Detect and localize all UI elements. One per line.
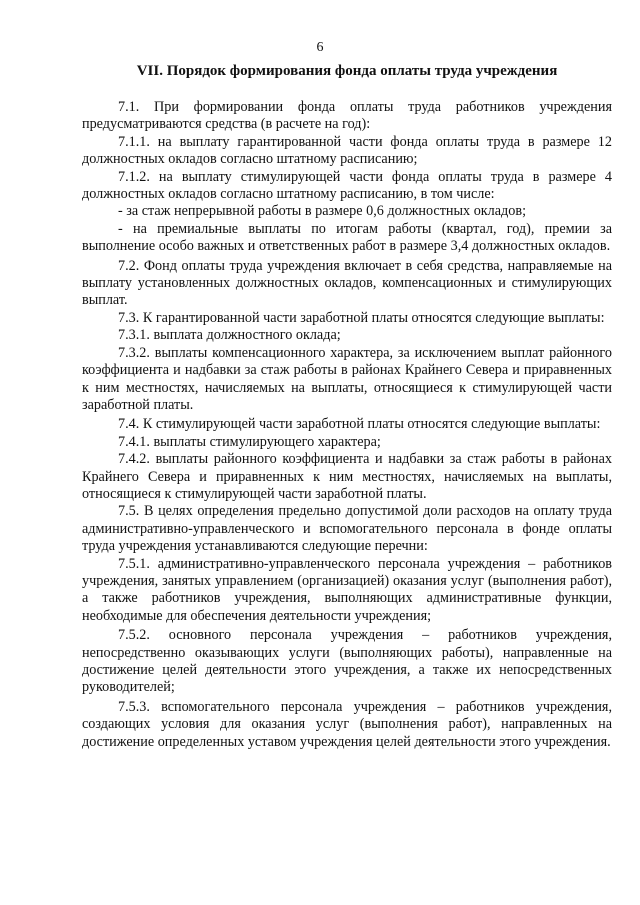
- paragraph-7-4-1: 7.4.1. выплаты стимулирующего характера;: [118, 433, 381, 450]
- paragraph-7-3-2: 7.3.2. выплаты компенсационного характера, за исключением выплат районного коэффициента и надбавки за стаж работы в районах Крайнего Севера и приравненных к ним местностях, начисляемых на выплаты, относящиеся к стимулирующей части заработной платы.: [82, 344, 612, 413]
- list-item-bonus: - на премиальные выплаты по итогам работы (квартал, год), премии за выполнение особо важных и ответственных работ в размере 3,4 должностных окладов.: [82, 220, 612, 255]
- paragraph-7-2: 7.2. Фонд оплаты труда учреждения включает в себя средства, направляемые на выплату установленных должностных окладов, компенсационных и стимулирующих выплат.: [82, 257, 612, 309]
- document-body: [82, 99, 612, 751]
- paragraph-7-3: 7.3. К гарантированной части заработной платы относятся следующие выплаты:: [118, 309, 605, 326]
- paragraph-7-4-2: 7.4.2. выплаты районного коэффициента и надбавки за стаж работы в районах Крайнего Севера и приравненных к ним местностях, начисляемых на выплаты, относящиеся к стимулирующей части заработной платы.: [82, 451, 612, 502]
- paragraph-7-5-1: 7.5.1. административно-управленческого персонала учреждения – работников учреждения, занятых управлением (организацией) оказания услуг (выполнения работ), а также работников учреждения, выполняющих административные функции, необходимые для обеспечения деятельности учреждения;: [82, 555, 612, 624]
- paragraph-7-1-2: 7.1.2. на выплату стимулирующей части фонда оплаты труда в размере 4 должностных окладов согласно штатному расписанию, в том числе:: [82, 168, 612, 203]
- paragraph-7-5: 7.5. В целях определения предельно допустимой доли расходов на оплату труда административно-управленческого и вспомогательного персонала в фонде оплаты труда учреждения устанавливаются следующие перечни:: [82, 503, 612, 555]
- page-number: 6: [316, 40, 324, 55]
- paragraph-7-5-2: 7.5.2. основного персонала учреждения – работников учреждения, непосредственно оказывающих услуги (выполняющих работы), направленные на достижение целей деятельности этого учреждения, а также их непосредственных руководителей;: [82, 627, 612, 696]
- paragraph-7-4: 7.4. К стимулирующей части заработной платы относятся следующие выплаты:: [118, 416, 601, 433]
- section-title: VII. Порядок формирования фонда оплаты труда учреждения: [136, 63, 558, 79]
- paragraph-7-3-1: 7.3.1. выплата должностного оклада;: [118, 327, 341, 344]
- paragraph-7-1-1: 7.1.1. на выплату гарантированной части фонда оплаты труда в размере 12 должностных окладов согласно штатному расписанию;: [82, 133, 612, 168]
- paragraph-7-5-3: 7.5.3. вспомогательного персонала учреждения – работников учреждения, создающих условия для оказания услуг (выполнения работ), направленных на достижение определенных уставом учреждения целей деятельности этого учреждения.: [82, 698, 612, 750]
- paragraph-7-1: 7.1. При формировании фонда оплаты труда работников учреждения предусматриваются средства (в расчете на год):: [82, 99, 612, 133]
- list-item-seniority: - за стаж непрерывной работы в размере 0,6 должностных окладов;: [118, 203, 527, 220]
